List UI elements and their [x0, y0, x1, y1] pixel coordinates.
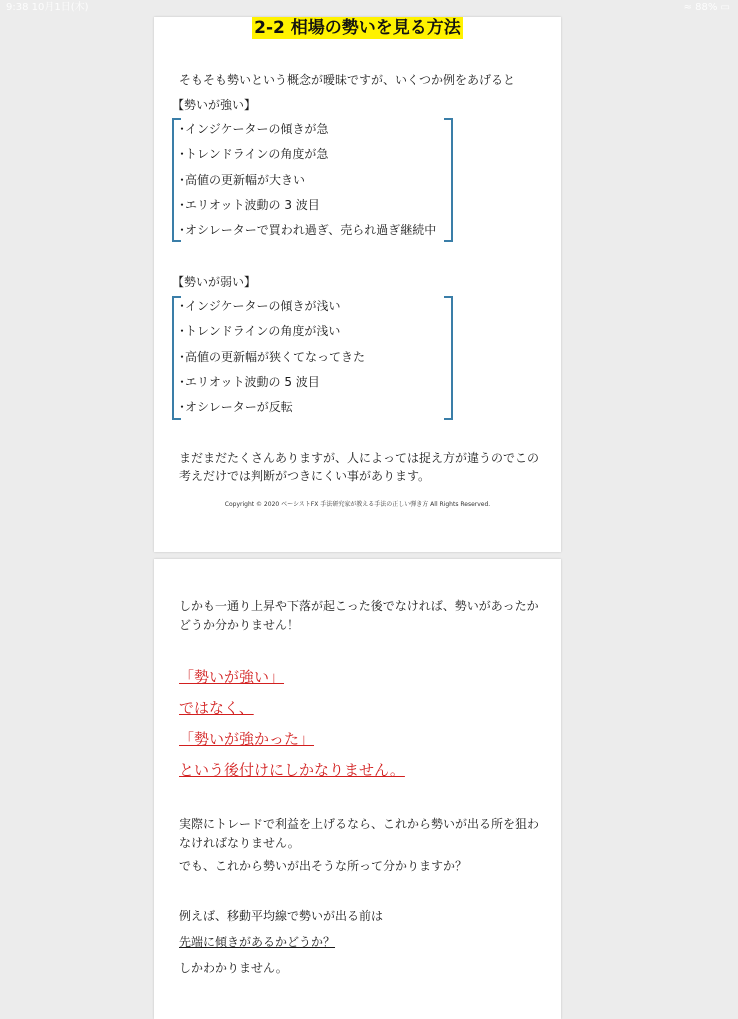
list-item: ･オシレーターが反転 — [179, 400, 293, 415]
status-time — [6, 0, 89, 16]
emphasis-line: という後付けにしかなりません。 — [179, 761, 405, 779]
right-bracket-decoration — [444, 118, 453, 242]
strong-momentum-list — [179, 121, 436, 247]
body-paragraph: 実際にトレードで利益を上げるなら、これから勢いが出る所を狙わなければなりません。 — [179, 817, 540, 850]
list-item: ･インジケーターの傾きが急 — [179, 122, 329, 136]
status-date-text: 10月1日(木) — [31, 2, 89, 13]
document-page-1[interactable] — [154, 17, 561, 552]
ending-text: しかわかりません。 — [179, 961, 288, 975]
list-item: ･エリオット波動の 3 波目 — [179, 197, 320, 212]
right-bracket-decoration — [444, 296, 453, 420]
closing-paragraph: まだまだたくさんありますが、人によっては捉え方が違うのでこの考えだけでは判断がつきにくい事があります。 — [179, 451, 540, 483]
emphasis-line: 「勢いが強かった」 — [179, 730, 315, 748]
weak-momentum-list — [179, 298, 365, 424]
copyright-footer: Copyright © 2020 ベーシストFX 手法研究家が教える手法の正しい弾き方 All Rights Reserved. — [224, 501, 491, 508]
status-time-text: 9:38 — [6, 2, 29, 13]
weak-momentum-heading: 【勢いが弱い】 — [172, 275, 257, 289]
example-text: 例えば、移動平均線で勢いが出る前は — [179, 909, 384, 923]
list-item: ･トレンドラインの角度が浅い — [179, 324, 341, 339]
list-item: ･高値の更新幅が狭くてなってきた — [179, 349, 366, 364]
list-item: ･高値の更新幅が大きい — [179, 172, 306, 187]
list-item: ･トレンドラインの角度が急 — [179, 147, 329, 162]
underlined-text: 先端に傾きがあるかどうか？ — [179, 935, 336, 949]
wifi-icon: ≈ — [683, 2, 692, 13]
battery-icon: ▭ — [720, 2, 730, 13]
question-text: でも、これから勢いが出そうな所って分かりますか？ — [179, 859, 468, 873]
title-wrapper — [154, 17, 561, 39]
section-title: 2-2 相場の勢いを見る方法 — [254, 18, 461, 38]
strong-momentum-heading: 【勢いが強い】 — [172, 98, 257, 112]
document-page-2[interactable] — [154, 559, 561, 1019]
battery-percentage: 88% — [695, 2, 718, 13]
list-item: ･エリオット波動の 5 波目 — [179, 374, 320, 389]
lead-paragraph: しかも一通り上昇や下落が起こった後でなければ、勢いがあったかどうか分かりません！ — [179, 599, 539, 632]
list-item: ･インジケーターの傾きが浅い — [179, 299, 341, 313]
status-bar — [0, 0, 738, 16]
emphasis-line: 「勢いが強い」 — [179, 668, 285, 686]
intro-text: そもそも勢いという概念が曖昧ですが、いくつか例をあげると — [179, 73, 516, 87]
emphasis-line: ではなく、 — [179, 699, 254, 717]
status-indicators — [684, 0, 730, 16]
list-item: ･オシレーターで買われ過ぎ、売られ過ぎ継続中 — [179, 223, 437, 238]
